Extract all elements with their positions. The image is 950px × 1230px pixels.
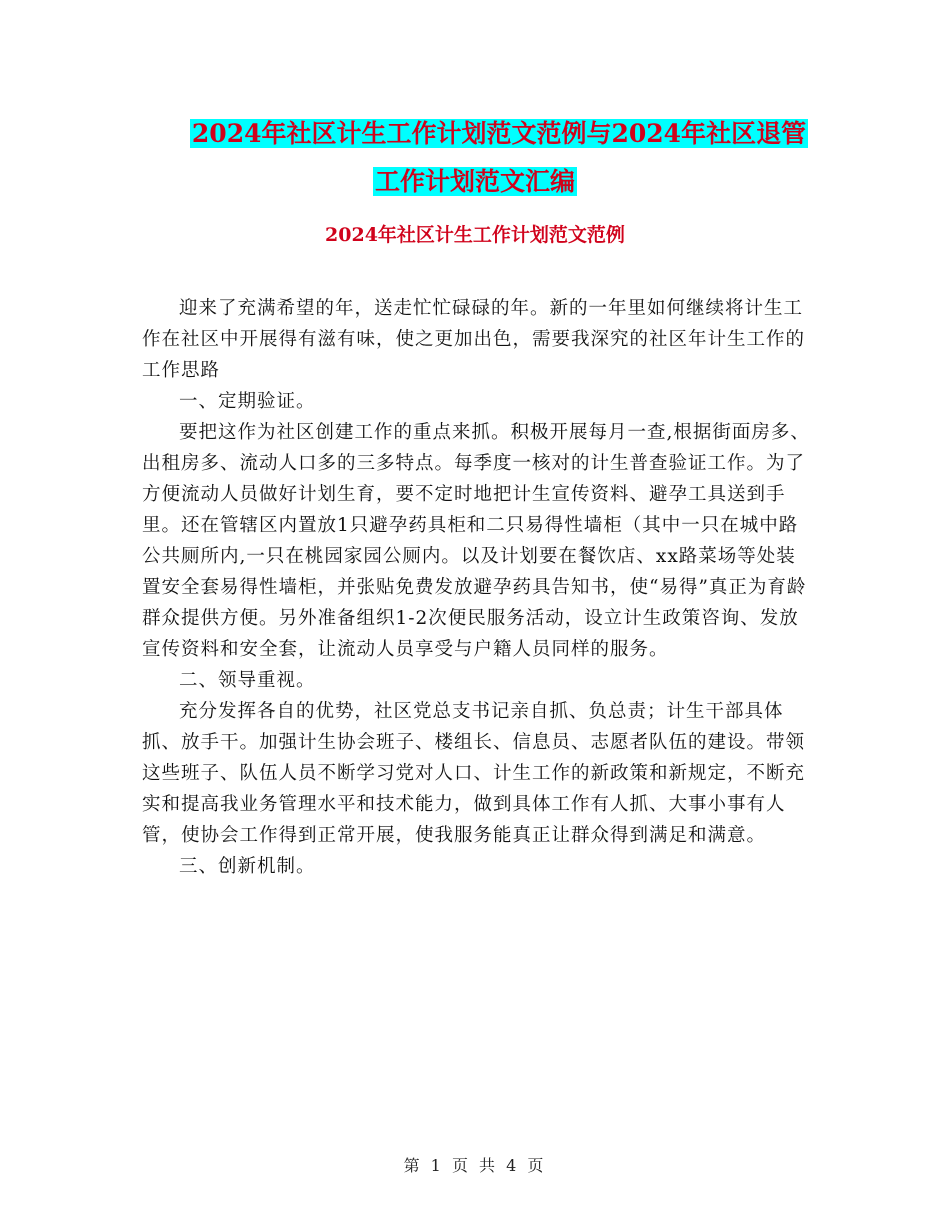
document-body xyxy=(142,293,812,882)
section-title: 2024年社区计生工作计划范文范例 xyxy=(325,224,625,246)
title-line-1-text: 2024年社区计生工作计划范文范例与2024年社区退管 xyxy=(191,119,807,148)
title-line-2 xyxy=(0,158,950,206)
section-heading-2: 二、领导重视。 xyxy=(179,670,316,691)
page-footer: 第 1 页 共 4 页 xyxy=(403,1156,547,1175)
title-line-2-text: 工作计划范文汇编 xyxy=(374,167,575,196)
body-paragraph-2: 充分发挥各自的优势，社区党总支书记亲自抓、负总责；计生干部具体抓、放手干。加强计生协会班子、楼组长、信息员、志愿者队伍的建设。带领这些班子、队伍人员不断学习党对人口、计生工作的新政策和新规定，不断充实和提高我业务管理水平和技术能力，做到具体工作有人抓、大事小事有人管，使协会工作得到正常开展，使我服务能真正让群众得到满足和满意。 xyxy=(142,701,806,846)
title-line-1 xyxy=(0,110,950,158)
document-title xyxy=(0,110,950,206)
section-heading-1: 一、定期验证。 xyxy=(179,391,316,412)
body-paragraph-1: 要把这作为社区创建工作的重点来抓。积极开展每月一查,根据街面房多、出租房多、流动人口多的三多特点。每季度一核对的计生普查验证工作。为了方便流动人员做好计划生育，要不定时地把计生宣传资料、避孕工具送到手里。还在管辖区内置放1只避孕药具柜和二只易得性墙柜（其中一只在城中路公共厕所内,一只在桃园家园公厕内。以及计划要在餐饮店、xx路菜场等处装置安全套易得性墙柜，并张贴免费发放避孕药具告知书，使“易得”真正为育龄群众提供方便。另外准备组织1-2次便民服务活动，设立计生政策咨询、发放宣传资料和安全套，让流动人员享受与户籍人员同样的服务。 xyxy=(142,422,810,660)
section-heading-3: 三、创新机制。 xyxy=(179,856,316,877)
intro-paragraph: 迎来了充满希望的年，送走忙忙碌碌的年。新的一年里如何继续将计生工作在社区中开展得有滋有味，使之更加出色，需要我深究的社区年计生工作的工作思路 xyxy=(142,298,806,381)
